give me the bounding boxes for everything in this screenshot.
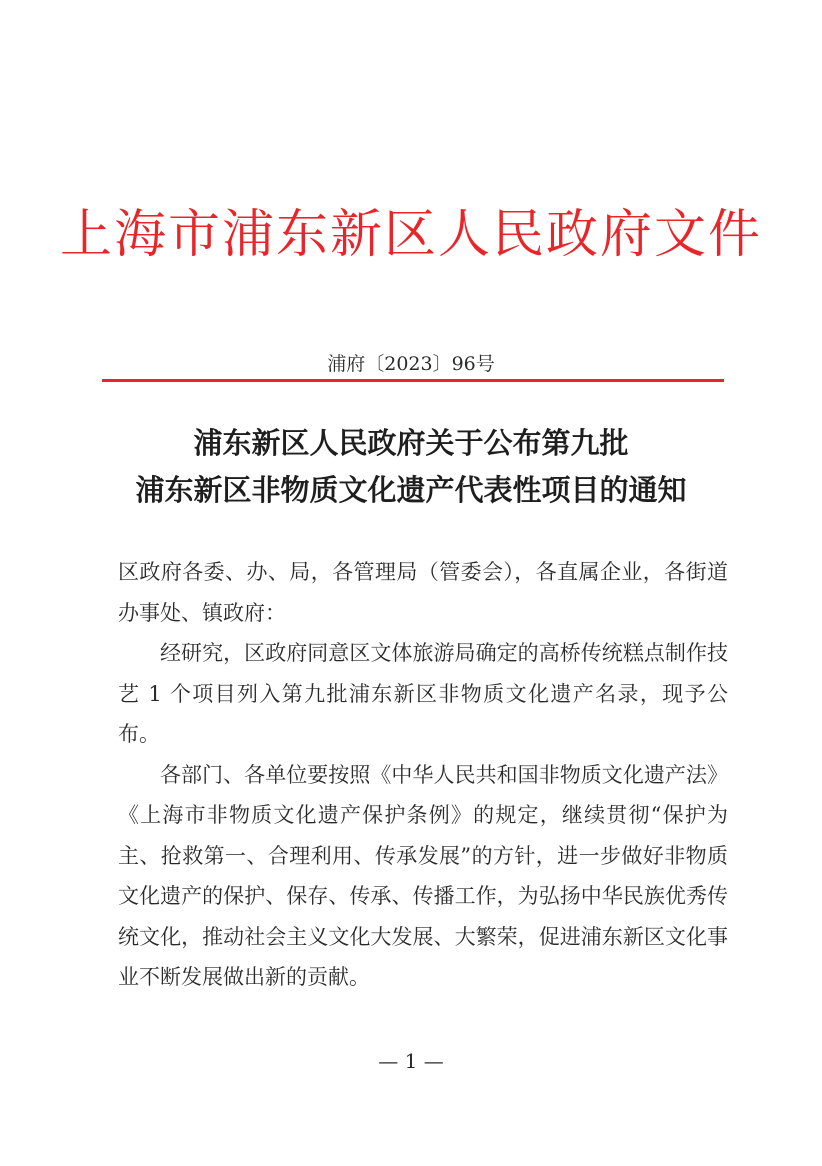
issuing-authority-header: 上海市浦东新区人民政府文件	[59, 205, 762, 265]
red-divider-line	[102, 379, 724, 382]
body-paragraph-2: 各部门、各单位要按照《中华人民共和国非物质文化遗产法》《上海市非物质文化遗产保护条例》的规定，继续贯彻“保护为主、抢救第一、合理利用、传承发展”的方针，进一步做好非物质文化遗产的保护、保存、传承、传播工作，为弘扬中华民族优秀传统文化，推动社会主义文化大发展、大繁荣，促进浦东新区文化事业不断发展做出新的贡献。	[118, 762, 728, 989]
document-body	[118, 552, 728, 998]
salutation: 区政府各委、办、局，各管理局（管委会），各直属企业，各街道办事处、镇政府：	[118, 560, 728, 625]
document-title-line-2: 浦东新区非物质文化遗产代表性项目的通知	[135, 473, 687, 507]
document-title-line-1: 浦东新区人民政府关于公布第九批	[193, 426, 629, 460]
document-title	[0, 420, 822, 514]
page-number: — 1 —	[378, 1049, 444, 1073]
body-paragraph-1: 经研究，区政府同意区文体旅游局确定的高桥传统糕点制作技艺 1 个项目列入第九批浦东新区非物质文化遗产名录，现予公布。	[118, 641, 728, 746]
document-number: 浦府〔2023〕96号	[327, 353, 495, 375]
